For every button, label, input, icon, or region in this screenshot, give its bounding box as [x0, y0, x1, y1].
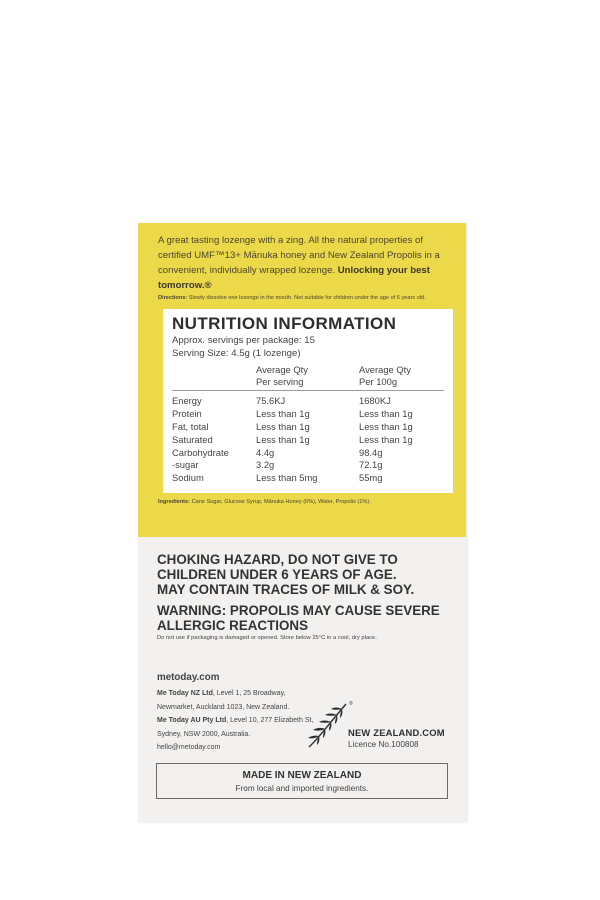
- au-address-line-1: Me Today AU Pty Ltd, Level 10, 277 Elizabeth St,: [157, 717, 314, 725]
- table-row: Saturated Less than 1g Less than 1g: [172, 434, 413, 445]
- header-divider: [172, 390, 444, 391]
- choking-warning: CHOKING HAZARD, DO NOT GIVE TO CHILDREN UNDER 6 YEARS OF AGE. MAY CONTAIN TRACES OF MILK & SOY.: [157, 552, 415, 597]
- product-box-back: [138, 223, 466, 821]
- new-zealand-com-brand: NEW ZEALAND.COM: [348, 727, 445, 738]
- licence-number: Licence No.100808: [348, 740, 419, 749]
- serving-size: Serving Size: 4.5g (1 lozenge): [172, 348, 301, 359]
- table-row: Fat, total Less than 1g Less than 1g: [172, 421, 413, 432]
- table-row: -sugar 3.2g 72.1g: [172, 459, 383, 470]
- table-row: Protein Less than 1g Less than 1g: [172, 408, 413, 419]
- tagline: Unlocking your best tomorrow.®: [158, 265, 430, 291]
- directions-text: Directions: Slowly dissolve one lozenge in the mouth. Not suitable for children under the age of 6 years old.: [158, 295, 426, 301]
- storage-note: Do not use if packaging is damaged or opened. Store below 25°C in a cool, dry place.: [157, 635, 377, 641]
- made-in-nz-title: MADE IN NEW ZEALAND: [242, 770, 362, 781]
- servings-per-package: Approx. servings per package: 15: [172, 335, 315, 346]
- nutrition-panel: [163, 309, 453, 493]
- nutrition-title: NUTRITION INFORMATION: [172, 314, 397, 333]
- made-in-nz-box: [156, 763, 448, 799]
- email-link[interactable]: hello@metoday.com: [157, 744, 221, 752]
- nz-address-line-1: Me Today NZ Ltd, Level 1, 25 Broadway,: [157, 690, 286, 697]
- au-address-line-2: Sydney, NSW 2000, Australia.: [157, 730, 251, 738]
- col-header-per-100g: Average Qty Per 100g: [359, 364, 411, 387]
- silver-fern-icon: [306, 701, 350, 749]
- ingredients-text: Ingredients: Cane Sugar, Glucose Syrup, Mānuka Honey (6%), Water, Propolis (1%).: [158, 499, 371, 505]
- col-header-per-serving: Average Qty Per serving: [256, 364, 308, 387]
- registered-mark: ®: [349, 701, 353, 707]
- made-in-nz-subtitle: From local and imported ingredients.: [235, 784, 369, 793]
- table-row: Sodium Less than 5mg 55mg: [172, 472, 383, 483]
- table-row: Energy 75.6KJ 1680KJ: [172, 395, 391, 406]
- propolis-warning: WARNING: PROPOLIS MAY CAUSE SEVERE ALLERGIC REACTIONS: [157, 603, 440, 633]
- table-row: Carbohydrate 4.4g 98.4g: [172, 447, 383, 458]
- intro-text: A great tasting lozenge with a zing. All the natural properties of certified UMF™13+ Mānuka honey and New Zealand Propolis in a convenient, individually wrapped lozenge. Unlocking your best tomorrow.®: [158, 235, 440, 291]
- website-link[interactable]: metoday.com: [157, 672, 220, 683]
- nz-address-line-2: Newmarket, Auckland 1023, New Zealand.: [157, 703, 290, 711]
- yellow-panel: [138, 223, 466, 537]
